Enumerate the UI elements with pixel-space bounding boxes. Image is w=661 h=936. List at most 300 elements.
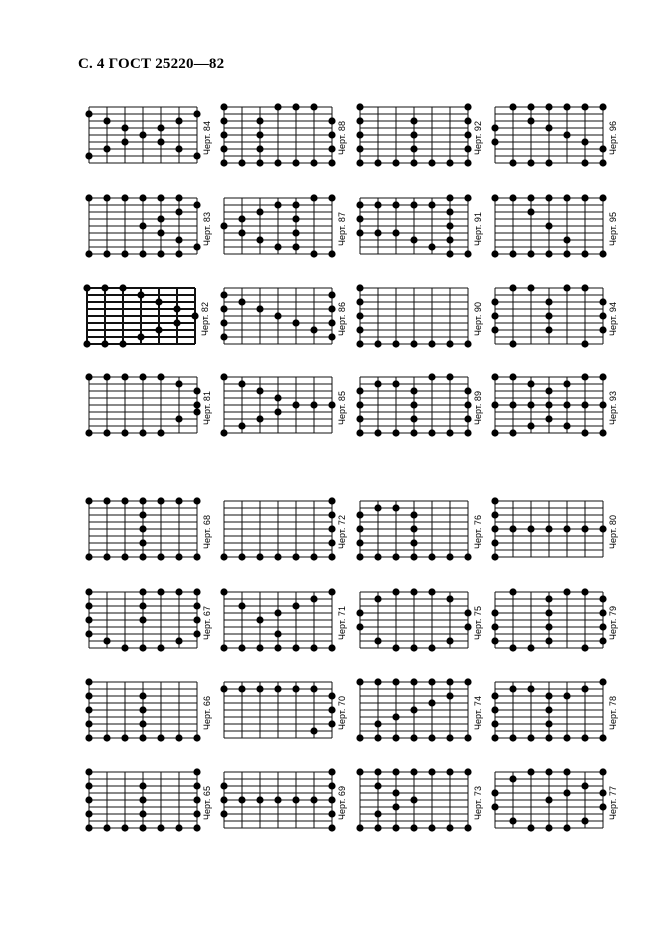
grid-dot [193, 243, 200, 250]
grid-dot [446, 250, 453, 257]
grid-dot [274, 243, 281, 250]
grid-dot [103, 117, 110, 124]
grid-dot [428, 768, 435, 775]
grid-dot [374, 553, 381, 560]
grid-dot [464, 145, 471, 152]
grid-dot [356, 284, 363, 291]
grid-dot [446, 236, 453, 243]
grid-dot [563, 401, 570, 408]
grid-dot [220, 644, 227, 651]
grid-dot [464, 623, 471, 630]
grid-dot [563, 734, 570, 741]
grid-dot [356, 117, 363, 124]
grid-dot [446, 222, 453, 229]
grid-dot [193, 824, 200, 831]
grid-dot [581, 588, 588, 595]
grid-dot [491, 401, 498, 408]
grid-dot [410, 539, 417, 546]
grid-dot [527, 824, 534, 831]
grid-dot [545, 623, 552, 630]
grid-dot [428, 699, 435, 706]
grid-dot [545, 595, 552, 602]
grid-dot [328, 796, 335, 803]
grid-dot [410, 387, 417, 394]
grid-dot [464, 250, 471, 257]
grid-dot [238, 298, 245, 305]
grid-dot [446, 553, 453, 560]
grid-dot [328, 497, 335, 504]
grid-dot [139, 644, 146, 651]
grid-dot [581, 782, 588, 789]
grid-dot [545, 768, 552, 775]
grid-dot [103, 553, 110, 560]
figure-label: Черт. 78 [608, 696, 618, 730]
grid-diagram [491, 194, 607, 258]
grid-dot [428, 159, 435, 166]
grid-dot [121, 644, 128, 651]
grid-dot [410, 340, 417, 347]
grid-dot [356, 103, 363, 110]
grid-dot [599, 250, 606, 257]
figure-cherta-96 [491, 103, 618, 167]
figure-label: Черт. 66 [202, 696, 212, 730]
grid-dot [446, 637, 453, 644]
grid-dot [446, 824, 453, 831]
grid-dot [581, 284, 588, 291]
grid-dot [238, 602, 245, 609]
grid-dot [491, 250, 498, 257]
grid-dot [563, 194, 570, 201]
grid-diagram [491, 678, 607, 742]
grid-dot [119, 340, 126, 347]
grid-dot [599, 145, 606, 152]
grid-dot [83, 284, 90, 291]
grid-dot [464, 734, 471, 741]
grid-diagram [491, 373, 607, 437]
grid-dot [175, 117, 182, 124]
grid-dot [599, 803, 606, 810]
grid-dot [428, 429, 435, 436]
grid-dot [563, 380, 570, 387]
grid-dot [491, 511, 498, 518]
grid-dot [410, 429, 417, 436]
grid-dot [356, 326, 363, 333]
grid-dot [238, 685, 245, 692]
figure-label: Черт. 67 [202, 606, 212, 640]
grid-dot [374, 734, 381, 741]
figure-cherta-68 [85, 497, 212, 561]
grid-dot [85, 588, 92, 595]
grid-dot [139, 810, 146, 817]
grid-dot [220, 319, 227, 326]
grid-dot [446, 768, 453, 775]
grid-dot [491, 706, 498, 713]
figure-label: Черт. 75 [473, 606, 483, 640]
grid-diagram [491, 284, 607, 348]
grid-dot [410, 236, 417, 243]
grid-dot [193, 553, 200, 560]
grid-dot [464, 194, 471, 201]
grid-dot [310, 103, 317, 110]
grid-dot [256, 796, 263, 803]
grid-dot [328, 145, 335, 152]
grid-dot [193, 497, 200, 504]
grid-dot [581, 103, 588, 110]
grid-dot [175, 415, 182, 422]
grid-dot [563, 250, 570, 257]
grid-dot [175, 588, 182, 595]
grid-dot [599, 789, 606, 796]
grid-dot [121, 250, 128, 257]
grid-dot [85, 768, 92, 775]
grid-dot [356, 145, 363, 152]
figure-label: Черт. 77 [608, 786, 618, 820]
grid-dot [157, 229, 164, 236]
grid-dot [410, 734, 417, 741]
grid-dot [157, 194, 164, 201]
grid-dot [464, 159, 471, 166]
grid-dot [139, 525, 146, 532]
grid-dot [392, 429, 399, 436]
grid-dot [545, 326, 552, 333]
grid-dot [101, 340, 108, 347]
grid-dot [599, 326, 606, 333]
grid-dot [599, 623, 606, 630]
grid-dot [220, 222, 227, 229]
grid-dot [392, 159, 399, 166]
grid-dot [193, 588, 200, 595]
grid-dot [193, 602, 200, 609]
grid-dot [392, 340, 399, 347]
figure-cherta-95 [491, 194, 618, 258]
grid-dot [599, 194, 606, 201]
page-header: С. 4 ГОСТ 25220—82 [78, 56, 225, 72]
grid-dot [175, 145, 182, 152]
figure-cherta-84 [85, 103, 212, 167]
figure-label: Черт. 87 [337, 212, 347, 246]
grid-dot [464, 117, 471, 124]
grid-dot [328, 333, 335, 340]
grid-dot [599, 401, 606, 408]
grid-dot [581, 525, 588, 532]
grid-dot [464, 553, 471, 560]
grid-diagram [356, 284, 472, 348]
grid-dot [274, 685, 281, 692]
grid-diagram [491, 588, 607, 652]
grid-dot [464, 609, 471, 616]
grid-dot [274, 201, 281, 208]
grid-dot [356, 734, 363, 741]
grid-dot [85, 630, 92, 637]
grid-dot [139, 511, 146, 518]
figure-cherta-85 [220, 373, 347, 437]
grid-dot [374, 824, 381, 831]
grid-dot [374, 678, 381, 685]
figure-cherta-92 [356, 103, 483, 167]
grid-dot [256, 131, 263, 138]
grid-diagram [356, 497, 472, 561]
grid-dot [292, 229, 299, 236]
grid-dot [256, 685, 263, 692]
grid-dot [220, 145, 227, 152]
grid-dot [139, 734, 146, 741]
grid-dot [85, 692, 92, 699]
grid-dot [157, 429, 164, 436]
grid-dot [292, 685, 299, 692]
grid-dot [328, 291, 335, 298]
grid-dot [356, 298, 363, 305]
grid-dot [356, 159, 363, 166]
grid-dot [121, 429, 128, 436]
grid-dot [545, 298, 552, 305]
grid-dot [491, 609, 498, 616]
figure-cherta-91 [356, 194, 483, 258]
grid-dot [274, 394, 281, 401]
grid-diagram [220, 678, 336, 742]
figure-cherta-65 [85, 768, 212, 832]
figure-cherta-72 [220, 497, 347, 561]
grid-dot [392, 789, 399, 796]
grid-dot [256, 644, 263, 651]
grid-dot [274, 159, 281, 166]
grid-dot [175, 824, 182, 831]
grid-dot [545, 796, 552, 803]
grid-diagram [356, 768, 472, 832]
grid-dot [491, 623, 498, 630]
grid-dot [157, 138, 164, 145]
figure-cherta-93 [491, 373, 618, 437]
grid-dot [85, 706, 92, 713]
grid-dot [527, 768, 534, 775]
grid-diagram [491, 768, 607, 832]
grid-diagram [220, 103, 336, 167]
grid-dot [410, 553, 417, 560]
grid-dot [292, 159, 299, 166]
grid-dot [446, 208, 453, 215]
grid-dot [374, 810, 381, 817]
grid-dot [85, 429, 92, 436]
grid-dot [392, 229, 399, 236]
grid-dot [274, 553, 281, 560]
grid-dot [256, 145, 263, 152]
grid-dot [328, 720, 335, 727]
grid-dot [238, 380, 245, 387]
grid-dot [464, 340, 471, 347]
grid-dot [121, 194, 128, 201]
grid-dot [175, 236, 182, 243]
grid-dot [274, 609, 281, 616]
grid-dot [328, 692, 335, 699]
grid-dot [220, 685, 227, 692]
figure-cherta-71 [220, 588, 347, 652]
grid-dot [220, 159, 227, 166]
grid-dot [428, 553, 435, 560]
grid-dot [328, 810, 335, 817]
grid-dot [139, 706, 146, 713]
grid-dot [256, 387, 263, 394]
figure-label: Черт. 81 [202, 391, 212, 425]
grid-dot [220, 782, 227, 789]
grid-dot [157, 824, 164, 831]
grid-dot [85, 110, 92, 117]
grid-dot [428, 340, 435, 347]
figure-label: Черт. 93 [608, 391, 618, 425]
grid-dot [121, 138, 128, 145]
grid-dot [121, 824, 128, 831]
grid-dot [374, 429, 381, 436]
figure-label: Черт. 70 [337, 696, 347, 730]
grid-dot [563, 768, 570, 775]
grid-dot [103, 637, 110, 644]
grid-dot [446, 373, 453, 380]
grid-dot [428, 243, 435, 250]
grid-dot [464, 131, 471, 138]
figure-label: Черт. 71 [337, 606, 347, 640]
grid-dot [581, 644, 588, 651]
figure-cherta-76 [356, 497, 483, 561]
grid-dot [581, 159, 588, 166]
grid-dot [292, 553, 299, 560]
grid-dot [238, 644, 245, 651]
grid-dot [356, 553, 363, 560]
grid-dot [374, 720, 381, 727]
figure-cherta-94 [491, 284, 618, 348]
grid-dot [392, 768, 399, 775]
grid-dot [509, 685, 516, 692]
figure-label: Черт. 74 [473, 696, 483, 730]
grid-dot [545, 312, 552, 319]
grid-dot [310, 159, 317, 166]
grid-dot [121, 553, 128, 560]
grid-dot [119, 284, 126, 291]
grid-dot [509, 775, 516, 782]
grid-dot [410, 706, 417, 713]
figure-cherta-89 [356, 373, 483, 437]
grid-dot [410, 796, 417, 803]
grid-dot [545, 222, 552, 229]
grid-dot [491, 525, 498, 532]
grid-dot [137, 291, 144, 298]
grid-diagram [220, 194, 336, 258]
grid-dot [464, 678, 471, 685]
grid-dot [527, 250, 534, 257]
grid-dot [356, 623, 363, 630]
grid-dot [527, 734, 534, 741]
grid-dot [509, 284, 516, 291]
figure-label: Черт. 69 [337, 786, 347, 820]
grid-dot [175, 194, 182, 201]
grid-dot [509, 159, 516, 166]
grid-dot [85, 152, 92, 159]
figure-cherta-74 [356, 678, 483, 742]
grid-dot [175, 380, 182, 387]
grid-diagram [220, 768, 336, 832]
grid-dot [193, 110, 200, 117]
grid-dot [527, 284, 534, 291]
grid-dot [85, 720, 92, 727]
grid-dot [491, 194, 498, 201]
grid-dot [410, 117, 417, 124]
grid-dot [175, 637, 182, 644]
grid-dot [85, 497, 92, 504]
grid-dot [175, 250, 182, 257]
grid-dot [310, 326, 317, 333]
grid-dot [392, 201, 399, 208]
grid-dot [563, 824, 570, 831]
grid-dot [256, 208, 263, 215]
grid-dot [392, 380, 399, 387]
grid-dot [599, 525, 606, 532]
grid-dot [491, 373, 498, 380]
grid-dot [446, 194, 453, 201]
grid-dot [563, 789, 570, 796]
grid-dot [85, 796, 92, 803]
grid-dot [139, 429, 146, 436]
grid-dot [292, 215, 299, 222]
grid-dot [292, 796, 299, 803]
grid-dot [356, 511, 363, 518]
grid-dot [581, 734, 588, 741]
grid-dot [328, 117, 335, 124]
grid-diagram [491, 103, 607, 167]
grid-dot [292, 644, 299, 651]
grid-dot [581, 250, 588, 257]
figure-label: Черт. 65 [202, 786, 212, 820]
grid-dot [328, 588, 335, 595]
grid-dot [581, 401, 588, 408]
grid-dot [599, 298, 606, 305]
grid-dot [256, 415, 263, 422]
grid-dot [581, 194, 588, 201]
grid-dot [599, 429, 606, 436]
grid-diagram [85, 678, 201, 742]
grid-dot [193, 152, 200, 159]
grid-dot [446, 159, 453, 166]
grid-dot [157, 588, 164, 595]
grid-dot [328, 319, 335, 326]
grid-dot [101, 284, 108, 291]
grid-dot [428, 824, 435, 831]
grid-dot [563, 103, 570, 110]
grid-dot [157, 215, 164, 222]
grid-dot [374, 595, 381, 602]
grid-dot [509, 734, 516, 741]
grid-dot [328, 553, 335, 560]
grid-dot [599, 595, 606, 602]
grid-dot [274, 103, 281, 110]
grid-dot [599, 678, 606, 685]
grid-diagram [220, 373, 336, 437]
grid-dot [157, 553, 164, 560]
grid-dot [356, 215, 363, 222]
grid-dot [139, 250, 146, 257]
grid-dot [545, 387, 552, 394]
grid-dot [392, 824, 399, 831]
grid-dot [191, 312, 198, 319]
grid-dot [563, 422, 570, 429]
grid-dot [491, 124, 498, 131]
grid-dot [220, 291, 227, 298]
grid-dot [509, 401, 516, 408]
grid-dot [374, 504, 381, 511]
grid-dot [103, 250, 110, 257]
figure-cherta-66 [85, 678, 212, 742]
grid-dot [599, 637, 606, 644]
grid-dot [428, 373, 435, 380]
grid-dot [139, 539, 146, 546]
grid-dot [464, 768, 471, 775]
grid-dot [220, 588, 227, 595]
